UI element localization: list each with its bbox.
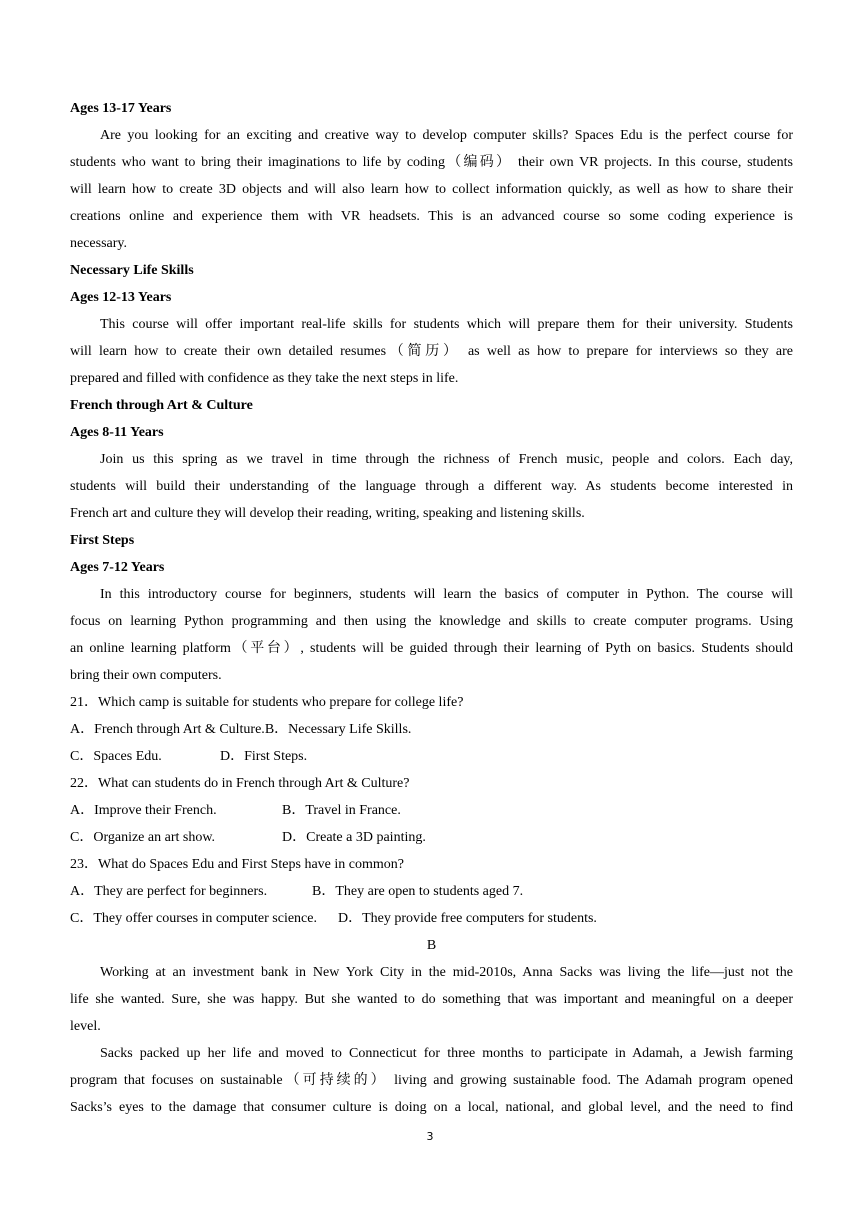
option-a: A．Improve their French. (70, 803, 217, 818)
paragraph-line: Working at an investment bank in New York City in the mid-2010s, Anna Sacks was living the life—just not the (100, 965, 793, 980)
option-d: D．They provide free computers for students. (338, 911, 597, 926)
course-title: First Steps (70, 533, 135, 548)
question-stem: 22．What can students do in French through Art & Culture? (70, 776, 410, 791)
option-d: D．Create a 3D painting. (282, 830, 426, 845)
option-a: A．French through Art & Culture. (70, 722, 265, 737)
paragraph-line: level. (70, 1019, 101, 1034)
course-age-heading: Ages 12-13 Years (70, 290, 172, 305)
answer-options-row (70, 905, 793, 932)
course-age-heading: Ages 13-17 Years (70, 101, 172, 116)
paragraph-line: creations online and experience them with VR headsets. This is an advanced course so some coding experience is (70, 209, 793, 224)
answer-options-row (70, 716, 793, 743)
answer-options-row (70, 797, 793, 824)
paragraph-line: will learn how to create their own detailed resumes（简历） as well as how to prepare for interviews so they are (70, 344, 793, 359)
course-title: Necessary Life Skills (70, 263, 194, 278)
course-age-heading: Ages 7-12 Years (70, 560, 165, 575)
passage-label: B (426, 938, 437, 953)
paragraph-line: students will build their understanding of the language through a different way. As students become interested in (70, 479, 793, 494)
paragraph-line: Join us this spring as we travel in time through the richness of French music, people and colors. Each day, (100, 452, 793, 467)
paragraph-line: program that focuses on sustainable（可持续的） living and growing sustainable food. The Adamah program opened (70, 1073, 793, 1088)
paragraph-line: In this introductory course for beginners, students will learn the basics of computer in Python. The course will (100, 587, 793, 602)
paragraph-line: an online learning platform（平台）, students will be guided through their learning of Pyth on basics. Students should (70, 641, 793, 656)
option-b: B．Necessary Life Skills. (264, 722, 412, 737)
paragraph-line: focus on learning Python programming and then using the knowledge and skills to create computer programs. Using (70, 614, 793, 629)
option-a: A．They are perfect for beginners. (70, 884, 268, 899)
question-stem: 23．What do Spaces Edu and First Steps have in common? (70, 857, 404, 872)
paragraph-line: French art and culture they will develop their reading, writing, speaking and listening skills. (70, 506, 585, 521)
question-stem: 21．Which camp is suitable for students who prepare for college life? (70, 695, 464, 710)
paragraph-line: bring their own computers. (70, 668, 222, 683)
option-d: D．First Steps. (220, 749, 308, 764)
paragraph-line: students who want to bring their imaginations to life by coding（编码） their own VR projects. In this course, students (70, 155, 793, 170)
page-content (70, 95, 793, 1121)
option-c: C．Spaces Edu. (70, 749, 162, 764)
page-number: 3 (426, 1130, 434, 1143)
option-b: B．Travel in France. (282, 803, 401, 818)
course-age-heading: Ages 8-11 Years (70, 425, 164, 440)
paragraph-line: Are you looking for an exciting and creative way to develop computer skills? Spaces Edu is the perfect course for (100, 128, 793, 143)
paragraph-line: life she wanted. Sure, she was happy. But she wanted to do something that was important and meaningful on a deeper (70, 992, 793, 1007)
paragraph-line: will learn how to create 3D objects and will also learn how to collect information quickly, as well as how to share their (70, 182, 793, 197)
paragraph-line: prepared and filled with confidence as they take the next steps in life. (70, 371, 459, 386)
paragraph-line: Sacks’s eyes to the damage that consumer culture is doing on a local, national, and global level, and the need to find (70, 1100, 793, 1115)
answer-options-row (70, 878, 793, 905)
answer-options-row (70, 824, 793, 851)
paragraph-line: necessary. (70, 236, 128, 251)
option-c: C．They offer courses in computer science. (70, 911, 317, 926)
answer-options-row (70, 743, 793, 770)
course-title: French through Art & Culture (70, 398, 253, 413)
paragraph-line: This course will offer important real-life skills for students which will prepare them for their university. Students (100, 317, 793, 332)
option-c: C．Organize an art show. (70, 830, 216, 845)
option-b: B．They are open to students aged 7. (312, 884, 524, 899)
paragraph-line: Sacks packed up her life and moved to Connecticut for three months to participate in Adamah, a Jewish farming (100, 1046, 793, 1061)
